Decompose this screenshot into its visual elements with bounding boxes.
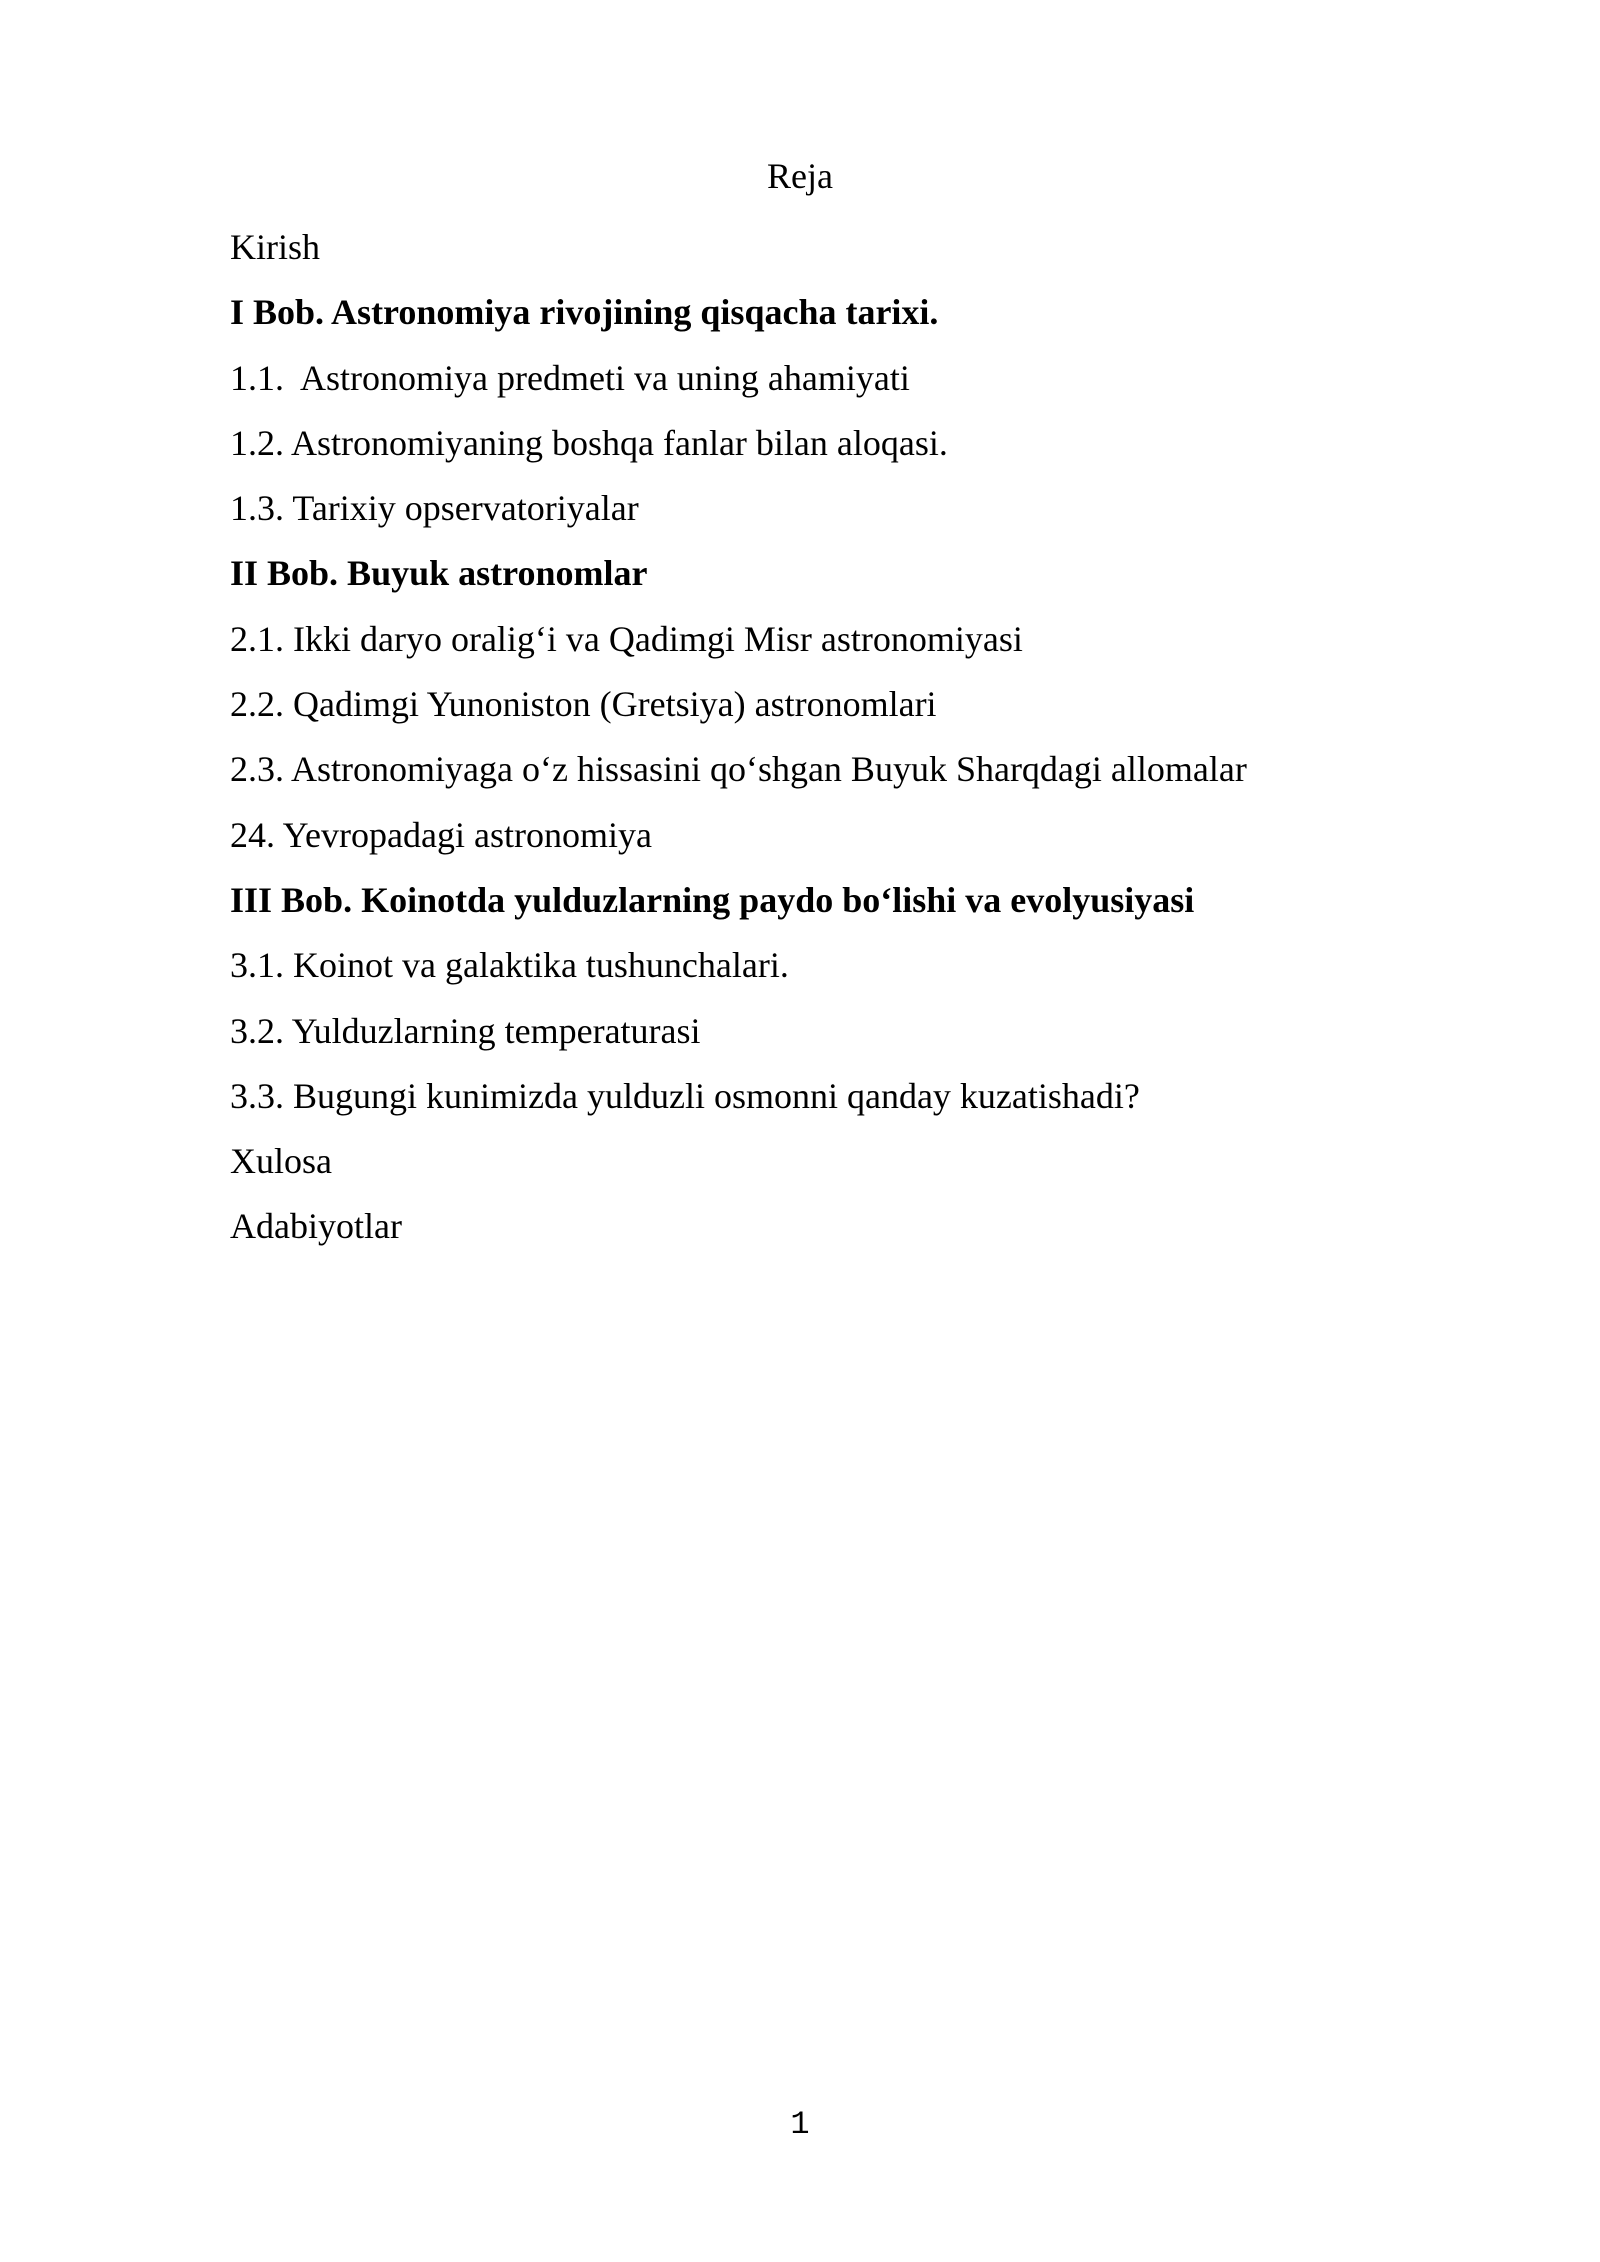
toc-entry: 3.1. Koinot va galaktika tushunchalari. bbox=[230, 945, 789, 986]
page-title: Reja bbox=[767, 156, 833, 196]
toc-entry: 3.2. Yulduzlarning temperaturasi bbox=[230, 1010, 701, 1051]
toc-chapter-heading: II Bob. Buyuk astronomlar bbox=[230, 553, 648, 594]
toc-entry: 24. Yevropadagi astronomiya bbox=[230, 814, 652, 855]
toc-entry: Adabiyotlar bbox=[230, 1206, 402, 1247]
toc-entry: Xulosa bbox=[230, 1141, 332, 1182]
toc-entry: 2.2. Qadimgi Yunoniston (Gretsiya) astronomlari bbox=[230, 684, 937, 725]
toc-entry: 2.1. Ikki daryo oralig‘i va Qadimgi Misr astronomiyasi bbox=[230, 618, 1023, 659]
toc-chapter-heading: III Bob. Koinotda yulduzlarning paydo bo‘lishi va evolyusiyasi bbox=[230, 879, 1195, 920]
toc-chapter-heading: I Bob. Astronomiya rivojining qisqacha tarixi. bbox=[230, 292, 939, 333]
page-number: 1 bbox=[790, 2106, 810, 2143]
table-of-contents bbox=[230, 215, 1410, 1260]
toc-entry: Kirish bbox=[230, 227, 320, 267]
toc-entry: 1.3. Tarixiy opservatoriyalar bbox=[230, 488, 639, 529]
toc-entry: 3.3. Bugungi kunimizda yulduzli osmonni qanday kuzatishadi? bbox=[230, 1075, 1140, 1116]
toc-entry: 1.1. Astronomiya predmeti va uning ahamiyati bbox=[230, 357, 910, 398]
toc-entry: 2.3. Astronomiyaga o‘z hissasini qo‘shgan Buyuk Sharqdagi allomalar bbox=[230, 749, 1247, 790]
toc-entry: 1.2. Astronomiyaning boshqa fanlar bilan aloqasi. bbox=[230, 422, 948, 463]
